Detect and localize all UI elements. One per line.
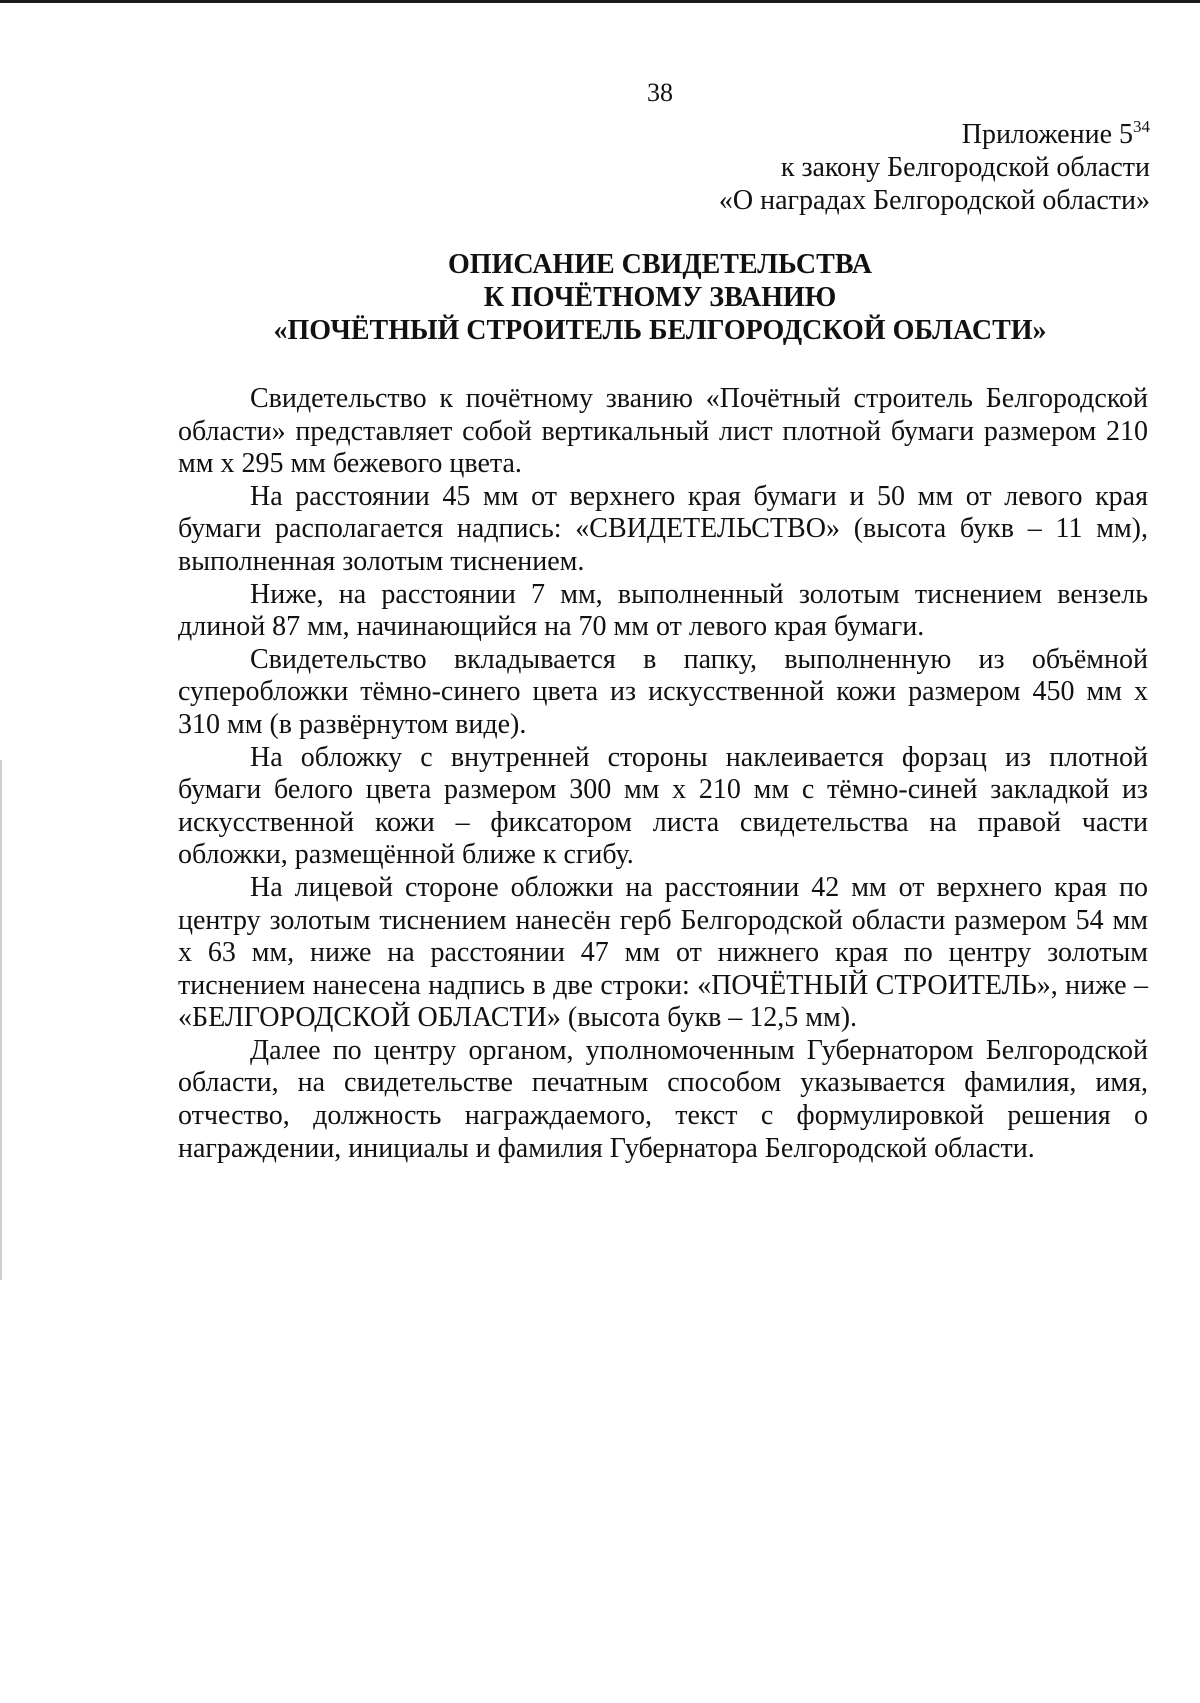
body-paragraph: На расстоянии 45 мм от верхнего края бумаги и 50 мм от левого края бумаги располагается надпись: «СВИДЕТЕЛЬСТВО» (высота букв – 11 мм), выполненная золотым тиснением. [178,480,1148,577]
scan-left-edge [0,760,2,1280]
body-paragraph: На лицевой стороне обложки на расстоянии 42 мм от верхнего края по центру золотым тиснением нанесён герб Белгородской области размером 54 мм х 63 мм, ниже на расстоянии 47 мм от нижнего края по центру золотым тиснением нанесена надпись в две строки: «ПОЧЁТНЫЙ СТРОИТЕЛЬ», ниже – «БЕЛГОРОДСКОЙ ОБЛАСТИ» (высота букв – 12,5 мм). [178,871,1148,1034]
body-paragraph: Свидетельство к почётному званию «Почётный строитель Белгородской области» представляет собой вертикальный лист плотной бумаги размером 210 мм х 295 мм бежевого цвета. [178,383,1148,480]
body-paragraph: Далее по центру органом, уполномоченным Губернатором Белгородской области, на свидетельстве печатным способом указывается фамилия, имя, отчество, должность награждаемого, текст с формулировкой решения о награждении, инициалы и фамилия Губернатора Белгородской области. [178,1034,1148,1164]
appendix-line-3: «О наградах Белгородской области» [718,185,1150,216]
body-paragraph: Свидетельство вкладывается в папку, выполненную из объёмной суперобложки тёмно-синего цвета из искусственной кожи размером 450 мм х 310 мм (в развёрнутом виде). [178,643,1148,740]
title-line-1: ОПИСАНИЕ СВИДЕТЕЛЬСТВА [448,249,872,280]
title-line-3: «ПОЧЁТНЫЙ СТРОИТЕЛЬ БЕЛГОРОДСКОЙ ОБЛАСТИ» [273,315,1047,346]
document-title [120,248,1200,347]
body-paragraph: Ниже, на расстоянии 7 мм, выполненный золотым тиснением вензель длиной 87 мм, начинающийся на 70 мм от левого края бумаги. [178,578,1148,643]
scan-top-edge [0,0,1200,3]
appendix-line-2: к закону Белгородской области [780,152,1150,183]
appendix-label: Приложение 5 [961,119,1133,150]
page-number: 38 [647,78,673,107]
title-line-2: К ПОЧЁТНОМУ ЗВАНИЮ [483,282,837,313]
appendix-line-1 [719,118,1150,151]
appendix-reference [719,118,1150,217]
appendix-number-superscript: 34 [1133,117,1150,136]
body-paragraph: На обложку с внутренней стороны наклеивается форзац из плотной бумаги белого цвета размером 300 мм х 210 мм с тёмно-синей закладкой из искусственной кожи – фиксатором листа свидетельства на правой части обложки, размещённой ближе к сгибу. [178,741,1148,871]
document-body [178,383,1148,1165]
